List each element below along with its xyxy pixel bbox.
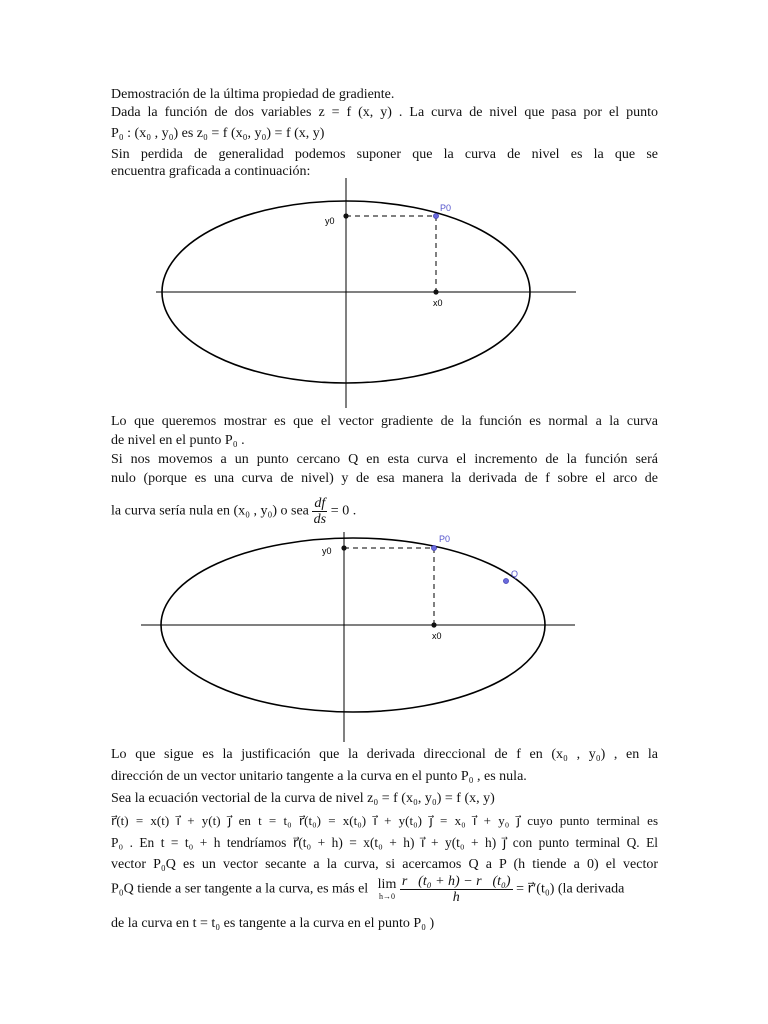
p0-label: P0 (440, 203, 452, 213)
text-line: Lo que sigue es la justificación que la derivada direccional de f en (x₀ , y₀) , en la (111, 747, 658, 762)
level-curve-figure-2 (137, 532, 577, 744)
text-segment: P₀Q tiende a ser tangente a la curva, es más el (111, 881, 369, 897)
q-point (503, 578, 508, 583)
fraction-denominator: h (452, 890, 460, 905)
y0-label: y0 (325, 216, 335, 226)
x0-point (431, 622, 436, 627)
fraction-numerator: df (314, 496, 326, 511)
text-segment: la curva sería nula en (x₀ , y₀) o sea (111, 503, 309, 519)
y0-point (341, 545, 346, 550)
text-line: Lo que queremos mostrar es que el vector gradiente de la función es normal a la curva (111, 414, 658, 429)
text-line: dirección de un vector unitario tangente a la curva en el punto P₀ , es nula. (111, 769, 527, 784)
text-segment: = r⃗′(t₀) (la derivada (516, 881, 625, 897)
x0-label: x0 (432, 631, 442, 641)
text-line: nulo (porque es una curva de nivel) y de esa manera la derivada de f sobre el arco de (111, 471, 658, 486)
text-line: vector P₀Q es un vector secante a la curva, si acercamos Q a P (h tiende a 0) el vector (111, 857, 658, 872)
text-line: de la curva en t = t₀ es tangente a la curva en el punto P₀ ) (111, 916, 435, 931)
q-label: Q (511, 569, 519, 579)
limit-operator (378, 878, 397, 901)
x0-label: x0 (433, 298, 443, 308)
p0-point (433, 213, 438, 218)
fraction-numerator: r⃗(t₀ + h) − r⃗(t₀) (401, 874, 511, 889)
text-line: Si nos movemos a un punto cercano Q en esta curva el incremento de la función será (111, 452, 658, 467)
y0-point (343, 213, 348, 218)
heading-line: Demostración de la última propiedad de gradiente. (111, 87, 395, 102)
df-ds-fraction (312, 496, 327, 527)
lim-label: lim (377, 877, 397, 892)
lim-subscript: h→0 (379, 892, 395, 901)
x0-point (433, 289, 438, 294)
text-line: de nivel en el punto P₀ . (111, 433, 245, 448)
text-line (111, 874, 624, 905)
p0-point (431, 545, 436, 550)
text-line: P₀ : (x₀ , y₀) es z₀ = f (x₀, y₀) = f (x, y) (111, 126, 325, 141)
y0-label: y0 (322, 546, 332, 556)
text-line: Sea la ecuación vectorial de la curva de nivel z₀ = f (x₀, y₀) = f (x, y) (111, 791, 495, 806)
level-curve-figure-1 (150, 178, 580, 410)
text-line: r⃗(t) = x(t) i⃗ + y(t) j⃗ en t = t₀ r⃗(t₀) = x(t₀) i⃗ + y(t₀) j⃗ = x₀ i⃗ + y₀ j⃗ cuyo punto terminal es (111, 813, 658, 828)
text-line: encuentra graficada a continuación: (111, 164, 311, 179)
p0-label: P0 (439, 534, 451, 544)
text-line: Dada la función de dos variables z = f (x, y) . La curva de nivel que pasa por el punto (111, 105, 658, 120)
fraction-denominator: ds (313, 512, 327, 527)
text-segment: = 0 . (330, 503, 357, 519)
text-line (111, 496, 356, 527)
text-line: P₀ . En t = t₀ + h tendríamos r⃗(t₀ + h) = x(t₀ + h) i⃗ + y(t₀ + h) j⃗ con punto terminal Q. El (111, 835, 658, 850)
text-line: Sin perdida de generalidad podemos suponer que la curva de nivel es la que se (111, 147, 658, 162)
limit-fraction (400, 874, 513, 905)
